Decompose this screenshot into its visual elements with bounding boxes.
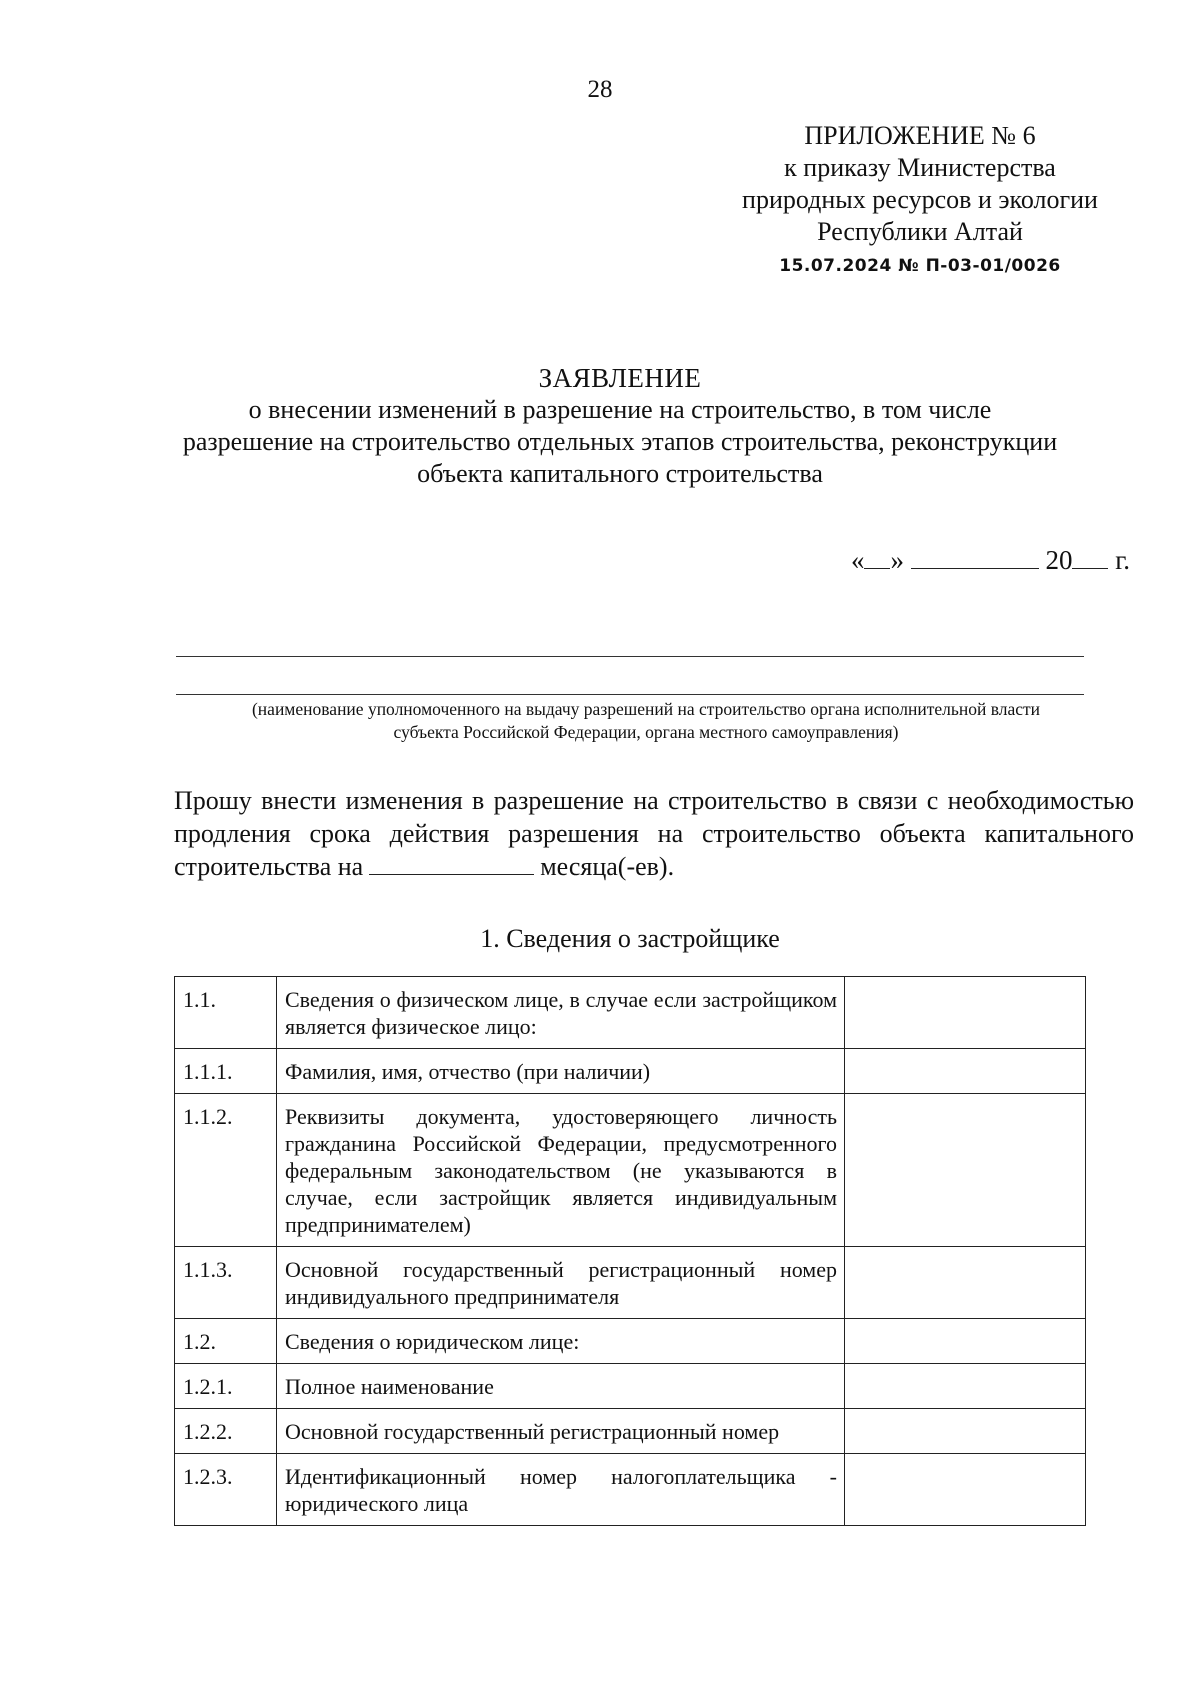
row-label: Идентификационный номер налогоплательщика - юридического лица [277, 1454, 845, 1526]
row-number: 1.2. [175, 1319, 277, 1364]
row-number: 1.1.3. [175, 1247, 277, 1319]
authority-caption-line-2: субъекта Российской Федерации, органа местного самоуправления) [393, 722, 899, 742]
row-number: 1.1.1. [175, 1049, 277, 1094]
row-value-cell[interactable] [845, 1454, 1086, 1526]
row-label: Основной государственный регистрационный номер [277, 1409, 845, 1454]
row-value-cell[interactable] [845, 1094, 1086, 1247]
row-label: Фамилия, имя, отчество (при наличии) [277, 1049, 845, 1094]
row-value-cell[interactable] [845, 1049, 1086, 1094]
authority-line-1[interactable] [176, 656, 1084, 657]
year-suffix: г. [1115, 545, 1130, 575]
developer-info-table [174, 976, 1086, 1526]
year-prefix: 20 [1045, 545, 1073, 575]
year-blank[interactable] [1072, 546, 1108, 569]
document-title [150, 362, 1090, 490]
appendix-ministry-line: природных ресурсов и экологии [742, 185, 1098, 214]
row-label: Сведения о физическом лице, в случае если застройщиком является физическое лицо: [277, 977, 845, 1049]
row-label: Сведения о юридическом лице: [277, 1319, 845, 1364]
months-blank[interactable] [369, 852, 534, 875]
row-label: Полное наименование [277, 1364, 845, 1409]
row-number: 1.2.3. [175, 1454, 277, 1526]
table-row [175, 1364, 1086, 1409]
title-line-3: объекта капитального строительства [417, 459, 823, 488]
table-row [175, 977, 1086, 1049]
row-number: 1.1.2. [175, 1094, 277, 1247]
table-row [175, 1247, 1086, 1319]
date-close-quote: » [890, 545, 904, 575]
table-row [175, 1094, 1086, 1247]
month-blank[interactable] [911, 546, 1039, 569]
request-text: Прошу внести изменения в разрешение на строительство в связи с необходимостью продления срока действия разрешения на строительство объекта капитального строительства на [174, 786, 1134, 881]
appendix-header [700, 120, 1140, 278]
row-value-cell[interactable] [845, 1364, 1086, 1409]
title-line-1: о внесении изменений в разрешение на строительство, в том числе [248, 395, 992, 424]
row-label: Основной государственный регистрационный номер индивидуального предпринимателя [277, 1247, 845, 1319]
order-reference: 15.07.2024 № П-03-01/0026 [779, 256, 1061, 276]
date-line [851, 545, 1130, 576]
authority-line-2[interactable] [176, 694, 1084, 695]
appendix-number: ПРИЛОЖЕНИЕ № 6 [804, 121, 1036, 150]
table-row [175, 1409, 1086, 1454]
day-blank[interactable] [864, 546, 890, 569]
row-value-cell[interactable] [845, 977, 1086, 1049]
row-number: 1.2.2. [175, 1409, 277, 1454]
row-value-cell[interactable] [845, 1247, 1086, 1319]
appendix-order-line: к приказу Министерства [784, 153, 1056, 182]
table-row [175, 1049, 1086, 1094]
row-value-cell[interactable] [845, 1319, 1086, 1364]
page-number: 28 [587, 76, 613, 103]
title-main: ЗАЯВЛЕНИЕ [538, 363, 702, 393]
authority-caption [176, 698, 1116, 744]
date-open-quote: « [850, 545, 865, 575]
request-text-end: месяца(-ев). [540, 852, 675, 881]
row-number: 1.2.1. [175, 1364, 277, 1409]
appendix-region-line: Республики Алтай [817, 217, 1023, 246]
row-label: Реквизиты документа, удостоверяющего личность гражданина Российской Федерации, предусмотренного федеральным законодательством (не указываются в случае, если застройщик является индивидуальным предпринимателем) [277, 1094, 845, 1247]
row-number: 1.1. [175, 977, 277, 1049]
title-line-2: разрешение на строительство отдельных этапов строительства, реконструкции [182, 427, 1058, 456]
request-paragraph [174, 784, 1134, 883]
authority-caption-line-1: (наименование уполномоченного на выдачу разрешений на строительство органа исполнительной власти [251, 699, 1041, 719]
table-row [175, 1319, 1086, 1364]
table-row [175, 1454, 1086, 1526]
section-title: 1. Сведения о застройщике [480, 924, 780, 953]
row-value-cell[interactable] [845, 1409, 1086, 1454]
